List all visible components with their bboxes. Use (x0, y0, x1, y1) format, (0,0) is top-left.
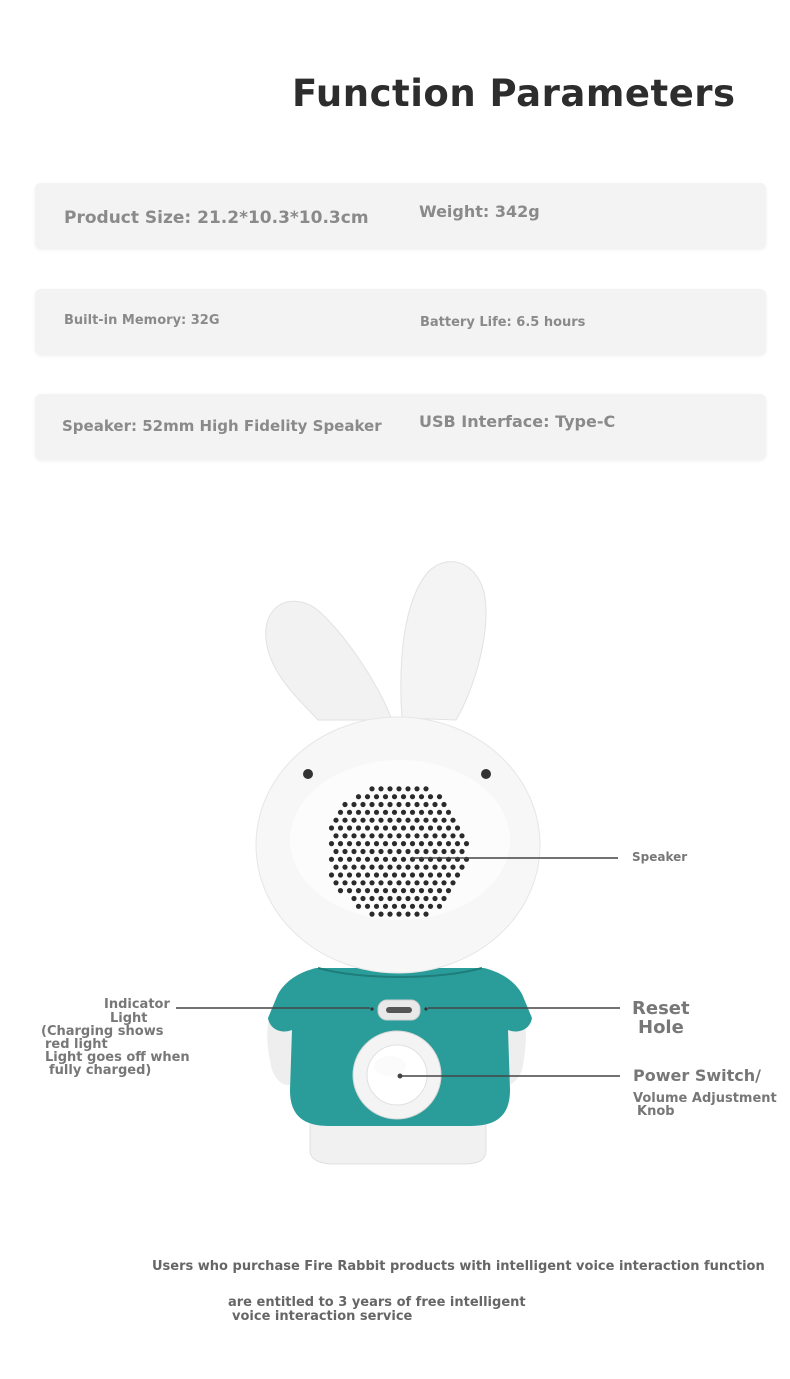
speaker-hole (378, 865, 383, 870)
speaker-hole (401, 904, 406, 909)
speaker-hole (401, 841, 406, 846)
speaker-hole (369, 912, 374, 917)
speaker-hole (432, 802, 437, 807)
speaker-hole (378, 833, 383, 838)
speaker-hole (333, 849, 338, 854)
speaker-hole (360, 880, 365, 885)
spec-usb: USB Interface: Type-C (419, 412, 616, 431)
speaker-hole (401, 857, 406, 862)
speaker-hole (369, 880, 374, 885)
speaker-hole (446, 825, 451, 830)
speaker-hole (441, 896, 446, 901)
speaker-hole (347, 872, 352, 877)
speaker-hole (437, 841, 442, 846)
speaker-hole (410, 872, 415, 877)
speaker-hole (414, 786, 419, 791)
speaker-hole (437, 904, 442, 909)
speaker-hole (432, 833, 437, 838)
speaker-hole (392, 841, 397, 846)
speaker-hole (441, 833, 446, 838)
speaker-hole (351, 896, 356, 901)
speaker-hole (437, 794, 442, 799)
speaker-hole (414, 912, 419, 917)
speaker-hole (414, 896, 419, 901)
page-title: Function Parameters (292, 72, 736, 115)
speaker-hole (414, 849, 419, 854)
speaker-hole (419, 904, 424, 909)
speaker-hole (347, 841, 352, 846)
speaker-hole (405, 865, 410, 870)
speaker-hole (423, 818, 428, 823)
rabbit-illustration (256, 562, 540, 1164)
speaker-hole (365, 825, 370, 830)
speaker-hole (369, 833, 374, 838)
speaker-hole (410, 904, 415, 909)
speaker-hole (423, 849, 428, 854)
reset-label-line2: Hole (638, 1017, 684, 1038)
speaker-hole (333, 818, 338, 823)
speaker-hole (437, 810, 442, 815)
speaker-hole (338, 888, 343, 893)
speaker-hole (342, 880, 347, 885)
speaker-hole (378, 786, 383, 791)
speaker-hole (410, 794, 415, 799)
speaker-hole (396, 896, 401, 901)
power-label-line2: Volume Adjustment (633, 1091, 777, 1106)
speaker-hole (378, 880, 383, 885)
speaker-hole (419, 794, 424, 799)
footer-line2: are entitled to 3 years of free intelligent (228, 1295, 526, 1310)
speaker-hole (374, 794, 379, 799)
speaker-hole (432, 818, 437, 823)
speaker-hole (387, 865, 392, 870)
speaker-hole (437, 825, 442, 830)
speaker-hole (387, 912, 392, 917)
speaker-hole (356, 841, 361, 846)
indicator-label-line1: Indicator (104, 997, 170, 1012)
speaker-hole (459, 865, 464, 870)
speaker-hole (419, 841, 424, 846)
speaker-hole (405, 833, 410, 838)
speaker-hole (387, 880, 392, 885)
footer-line3: voice interaction service (232, 1309, 413, 1324)
speaker-hole (459, 849, 464, 854)
speaker-hole (423, 786, 428, 791)
spec-memory: Built-in Memory: 32G (64, 313, 220, 328)
speaker-hole (441, 880, 446, 885)
speaker-hole (360, 802, 365, 807)
speaker-hole (414, 818, 419, 823)
speaker-hole (428, 841, 433, 846)
speaker-hole (419, 825, 424, 830)
speaker-label: Speaker (632, 850, 688, 864)
speaker-hole (360, 833, 365, 838)
speaker-hole (396, 849, 401, 854)
speaker-hole (401, 810, 406, 815)
speaker-hole (369, 865, 374, 870)
speaker-hole (405, 849, 410, 854)
speaker-hole (410, 841, 415, 846)
speaker-hole (423, 912, 428, 917)
speaker-hole (374, 857, 379, 862)
speaker-hole (450, 865, 455, 870)
speaker-hole (374, 825, 379, 830)
speaker-hole (387, 802, 392, 807)
speaker-hole (410, 825, 415, 830)
speaker-hole (396, 786, 401, 791)
speaker-hole (365, 810, 370, 815)
speaker-hole (369, 802, 374, 807)
speaker-hole (329, 841, 334, 846)
speaker-hole (392, 904, 397, 909)
speaker-hole (401, 872, 406, 877)
spec-speaker: Speaker: 52mm High Fidelity Speaker (62, 417, 382, 435)
speaker-hole (365, 904, 370, 909)
speaker-hole (428, 872, 433, 877)
speaker-hole (387, 896, 392, 901)
speaker-hole (338, 810, 343, 815)
speaker-hole (356, 810, 361, 815)
speaker-hole (351, 802, 356, 807)
speaker-hole (405, 880, 410, 885)
speaker-hole (365, 888, 370, 893)
speaker-hole (356, 825, 361, 830)
speaker-hole (374, 810, 379, 815)
speaker-hole (423, 865, 428, 870)
speaker-hole (414, 865, 419, 870)
speaker-hole (428, 825, 433, 830)
speaker-hole (387, 833, 392, 838)
spec-battery: Battery Life: 6.5 hours (420, 315, 586, 330)
speaker-hole (428, 794, 433, 799)
speaker-hole (401, 794, 406, 799)
speaker-hole (351, 849, 356, 854)
speaker-hole (338, 857, 343, 862)
speaker-hole (455, 825, 460, 830)
speaker-hole (374, 841, 379, 846)
speaker-hole (378, 818, 383, 823)
speaker-hole (419, 872, 424, 877)
speaker-hole (378, 912, 383, 917)
speaker-hole (441, 802, 446, 807)
spec-weight: Weight: 342g (419, 202, 540, 221)
speaker-hole (351, 865, 356, 870)
speaker-hole (347, 888, 352, 893)
speaker-hole (374, 872, 379, 877)
speaker-hole (423, 802, 428, 807)
speaker-hole (369, 896, 374, 901)
speaker-hole (455, 841, 460, 846)
speaker-hole (396, 818, 401, 823)
speaker-hole (464, 841, 469, 846)
speaker-hole (392, 825, 397, 830)
speaker-hole (351, 818, 356, 823)
speaker-hole (329, 825, 334, 830)
speaker-hole (374, 904, 379, 909)
speaker-hole (387, 786, 392, 791)
indicator-label-line2: Light (110, 1011, 148, 1026)
speaker-hole (356, 794, 361, 799)
speaker-hole (387, 849, 392, 854)
speaker-hole (383, 888, 388, 893)
indicator-label-line5: Light goes off when (45, 1050, 190, 1065)
speaker-hole (351, 833, 356, 838)
speaker-hole (338, 825, 343, 830)
speaker-hole (455, 872, 460, 877)
speaker-hole (342, 818, 347, 823)
speaker-hole (347, 857, 352, 862)
speaker-hole (369, 818, 374, 823)
indicator-label-line3: (Charging shows (41, 1024, 164, 1039)
speaker-hole (414, 802, 419, 807)
speaker-hole (446, 841, 451, 846)
speaker-hole (383, 857, 388, 862)
speaker-hole (360, 865, 365, 870)
speaker-hole (432, 865, 437, 870)
speaker-hole (383, 794, 388, 799)
speaker-hole (405, 786, 410, 791)
footer-line1: Users who purchase Fire Rabbit products with intelligent voice interaction function (152, 1259, 765, 1274)
speaker-hole (396, 880, 401, 885)
speaker-hole (383, 872, 388, 877)
speaker-hole (333, 880, 338, 885)
speaker-hole (450, 833, 455, 838)
speaker-hole (396, 865, 401, 870)
speaker-hole (347, 810, 352, 815)
speaker-hole (333, 833, 338, 838)
speaker-hole (450, 849, 455, 854)
speaker-hole (378, 896, 383, 901)
speaker-hole (396, 802, 401, 807)
speaker-hole (405, 802, 410, 807)
speaker-hole (365, 841, 370, 846)
speaker-hole (378, 802, 383, 807)
speaker-hole (410, 888, 415, 893)
speaker-hole (338, 841, 343, 846)
speaker-hole (365, 794, 370, 799)
speaker-hole (441, 818, 446, 823)
speaker-hole (401, 825, 406, 830)
speaker-hole (450, 880, 455, 885)
speaker-hole (342, 802, 347, 807)
speaker-hole (432, 849, 437, 854)
spec-product-size: Product Size: 21.2*10.3*10.3cm (64, 208, 369, 228)
speaker-hole (441, 865, 446, 870)
speaker-hole (356, 888, 361, 893)
speaker-hole (360, 818, 365, 823)
speaker-hole (360, 849, 365, 854)
speaker-hole (414, 833, 419, 838)
speaker-hole (356, 872, 361, 877)
speaker-hole (356, 857, 361, 862)
speaker-hole (360, 896, 365, 901)
power-label-line1: Power Switch/ (633, 1066, 761, 1085)
speaker-hole (369, 786, 374, 791)
speaker-hole (437, 888, 442, 893)
speaker-hole (419, 810, 424, 815)
speaker-hole (333, 865, 338, 870)
speaker-hole (437, 872, 442, 877)
speaker-hole (392, 888, 397, 893)
speaker-hole (446, 872, 451, 877)
speaker-hole (423, 896, 428, 901)
speaker-hole (446, 810, 451, 815)
speaker-hole (338, 872, 343, 877)
speaker-hole (392, 872, 397, 877)
speaker-hole (342, 849, 347, 854)
speaker-hole (347, 825, 352, 830)
speaker-hole (365, 857, 370, 862)
speaker-hole (432, 896, 437, 901)
indicator-label-line6: fully charged) (49, 1063, 152, 1078)
indicator-label-line4: red light (45, 1037, 108, 1052)
speaker-hole (383, 810, 388, 815)
speaker-hole (392, 794, 397, 799)
speaker-hole (396, 912, 401, 917)
speaker-hole (419, 888, 424, 893)
speaker-hole (365, 872, 370, 877)
speaker-hole (383, 825, 388, 830)
reset-label-line1: Reset (632, 998, 690, 1019)
speaker-hole (401, 888, 406, 893)
speaker-hole (356, 904, 361, 909)
speaker-hole (405, 912, 410, 917)
speaker-hole (351, 880, 356, 885)
speaker-hole (405, 818, 410, 823)
speaker-hole (441, 849, 446, 854)
speaker-hole (342, 833, 347, 838)
speaker-hole (428, 888, 433, 893)
speaker-hole (423, 880, 428, 885)
speaker-hole (396, 833, 401, 838)
speaker-hole (383, 904, 388, 909)
speaker-hole (378, 849, 383, 854)
speaker-hole (387, 818, 392, 823)
speaker-hole (446, 888, 451, 893)
speaker-hole (329, 857, 334, 862)
speaker-hole (369, 849, 374, 854)
speaker-hole (383, 841, 388, 846)
speaker-hole (459, 833, 464, 838)
speaker-hole (392, 810, 397, 815)
speaker-hole (329, 872, 334, 877)
speaker-hole (414, 880, 419, 885)
speaker-hole (423, 833, 428, 838)
speaker-hole (428, 904, 433, 909)
speaker-hole (432, 880, 437, 885)
speaker-hole (450, 818, 455, 823)
speaker-hole (392, 857, 397, 862)
speaker-hole (374, 888, 379, 893)
speaker-hole (342, 865, 347, 870)
speaker-hole (405, 896, 410, 901)
speaker-hole (428, 810, 433, 815)
power-label-line3: Knob (637, 1104, 675, 1119)
speaker-hole (410, 810, 415, 815)
